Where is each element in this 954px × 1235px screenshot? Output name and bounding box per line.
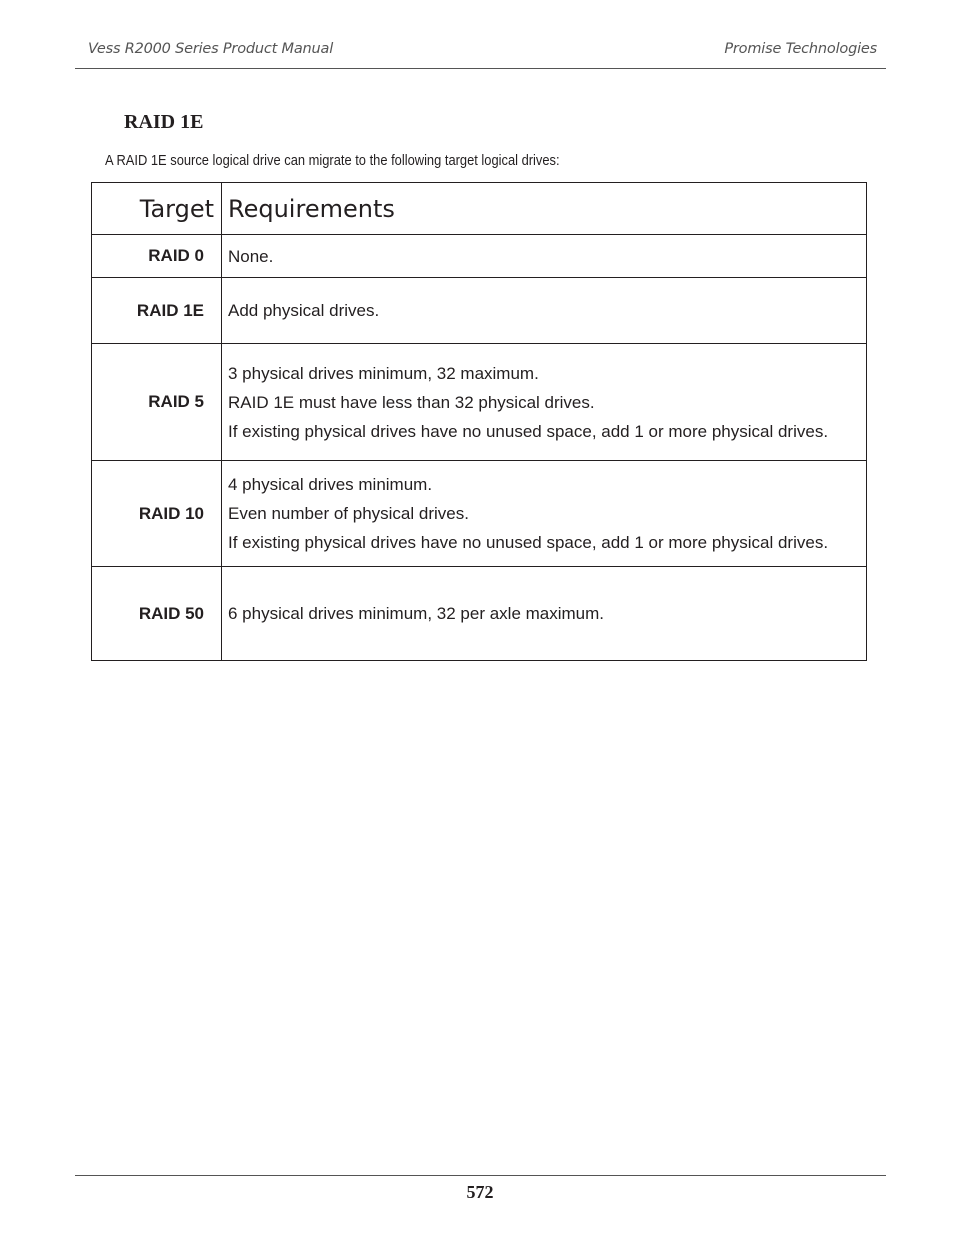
- table-header-row: [92, 183, 867, 235]
- footer-divider: [75, 1175, 886, 1176]
- requirement-line: 3 physical drives minimum, 32 maximum.: [228, 363, 539, 383]
- requirement-line: 4 physical drives minimum.: [228, 475, 433, 494]
- requirements-cell: [222, 278, 867, 344]
- table-row: [92, 278, 867, 344]
- table-row: [92, 235, 867, 278]
- requirement-line: None.: [228, 246, 274, 266]
- requirements-cell: [222, 344, 867, 461]
- header-manual-title: Vess R2000 Series Product Manual: [88, 41, 334, 57]
- column-header-target: Target: [92, 183, 222, 235]
- requirement-line: Add physical drives.: [228, 301, 380, 320]
- requirements-cell: [222, 461, 867, 567]
- intro-paragraph: A RAID 1E source logical drive can migrate to the following target logical drives:: [105, 152, 560, 169]
- page-number: 572: [466, 1182, 494, 1202]
- column-header-requirements: Requirements: [222, 183, 867, 235]
- migration-requirements-table: [91, 182, 867, 661]
- header-divider: [75, 68, 886, 69]
- target-cell: RAID 0: [92, 235, 222, 278]
- requirement-line: Even number of physical drives.: [228, 504, 469, 523]
- target-cell: RAID 1E: [92, 278, 222, 344]
- requirements-cell: [222, 567, 867, 661]
- target-cell: RAID 10: [92, 461, 222, 567]
- table-row: [92, 567, 867, 661]
- header-company-name: Promise Technologies: [724, 41, 877, 57]
- section-title: RAID 1E: [124, 111, 204, 133]
- requirement-line: If existing physical drives have no unused space, add 1 or more physical drives.: [228, 421, 829, 441]
- requirement-line: If existing physical drives have no unused space, add 1 or more physical drives.: [228, 533, 829, 552]
- target-cell: RAID 50: [92, 567, 222, 661]
- table-row: [92, 344, 867, 461]
- table-row: [92, 461, 867, 567]
- requirements-cell: [222, 235, 867, 278]
- target-cell: RAID 5: [92, 344, 222, 461]
- requirement-line: 6 physical drives minimum, 32 per axle maximum.: [228, 604, 605, 623]
- requirement-line: RAID 1E must have less than 32 physical drives.: [228, 392, 595, 412]
